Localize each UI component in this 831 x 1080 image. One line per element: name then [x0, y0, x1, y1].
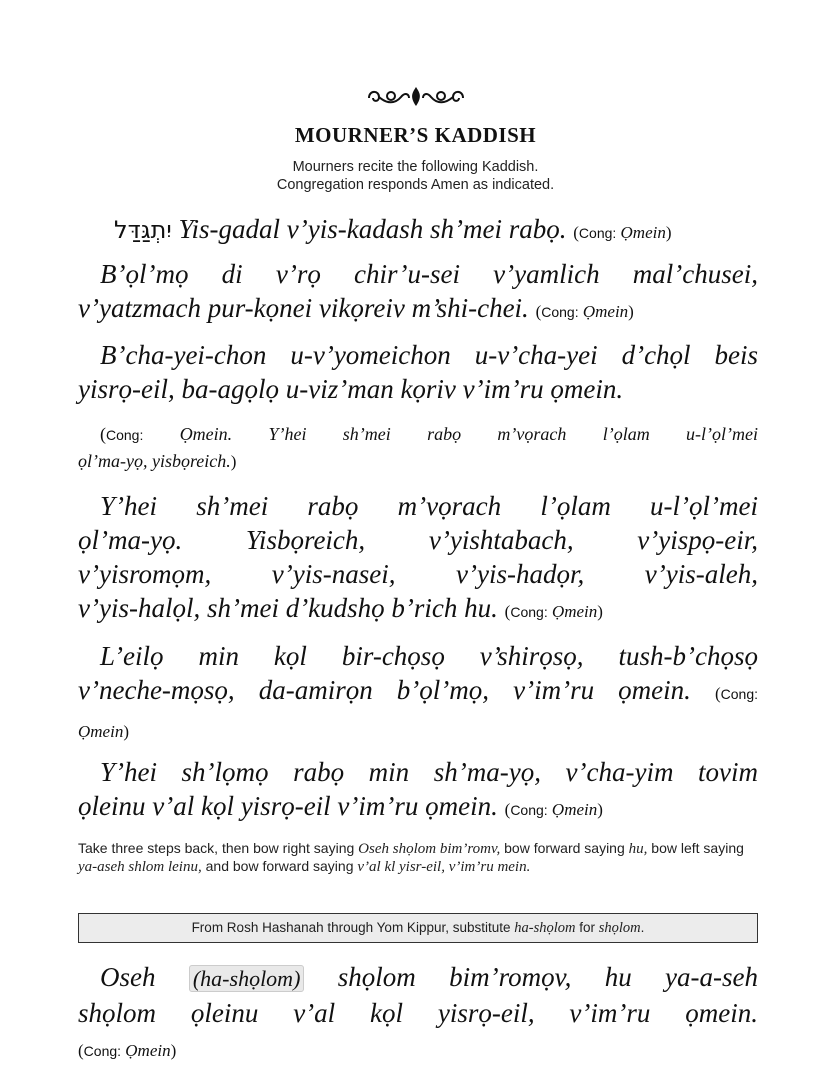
- p8-line-1-rest: shọlom bim’romọv, hu ya-a-seh: [337, 962, 759, 992]
- p7-line-2: ọleinu v’al kọl yisrọ-eil v’im’ru ọmein.: [78, 791, 498, 821]
- ornament-svg: [361, 84, 471, 110]
- kaddish-paragraph-5: [78, 489, 758, 629]
- p5-line-1: Y’hei sh’mei rabọ m’vọrach l’ọlam u-l’ọl’mei: [100, 491, 758, 521]
- kaddish-opening: [78, 212, 758, 250]
- p5-line-4: v’yis-halọl, sh’mei d’kudshọ b’rich hu.: [78, 593, 498, 623]
- bowing-instructions: Take three steps back, then bow right saying Oseh shọlom bim’romv, bow forward saying hu, bow left saying ya-aseh shlom leinu, and bow forward saying v’al kl yisr-eil, v’im’ru mein.: [78, 840, 744, 875]
- p2-line-2: v’yatzmach pur-kọnei vikọreiv m’shi-chei.: [78, 293, 529, 323]
- flourish-ornament-icon: [0, 84, 831, 115]
- p3-line-2: yisrọ-eil, ba-agọlọ u-viz’man kọriv v’im’ru ọmein.: [78, 374, 624, 404]
- p6-line-2: v’neche-mọsọ, da-amirọn b’ọl’mọ, v’im’ru ọmein.: [78, 675, 691, 705]
- p7-line-1: Y’hei sh’lọmọ rabọ min sh’ma-yọ, v’cha-yim tovim: [100, 757, 758, 787]
- congregation-response: (Cong: Ọmein): [78, 1041, 177, 1060]
- congregation-response-block: (Cong: Ọmein. Y’hei sh’mei rabọ m’vọrach l’ọlam u-l’ọl’mei ọl’ma-yọ, yisbọreich.): [78, 424, 759, 471]
- congregation-response: (Cong: Ọmein): [573, 223, 672, 242]
- subtitle-line-2: Congregation responds Amen as indicated.: [276, 177, 555, 193]
- substitution-insert: (ha-shọlom): [189, 965, 305, 992]
- oseh-word: Oseh: [100, 962, 156, 992]
- kaddish-paragraph-2: [78, 257, 758, 329]
- high-holiday-note: From Rosh Hashanah through Yom Kippur, substitute ha-shọlom for shọlom.: [78, 913, 758, 943]
- p5-line-3: v’yisromọm, v’yis-nasei, v’yis-hadọr, v’yis-aleh,: [78, 559, 758, 589]
- p4-line-2: ọl’ma-yọ, yisbọreich.: [78, 451, 231, 471]
- congregation-response: (Cong: Ọmein): [504, 800, 603, 819]
- kaddish-paragraph-3: [78, 338, 758, 406]
- congregation-response: (Cong: Ọmein): [535, 302, 634, 321]
- p6-line-1: L’eilọ min kọl bir-chọsọ v’shirọsọ, tush-b’chọsọ: [100, 641, 758, 671]
- kaddish-paragraph-7: [78, 755, 758, 827]
- p2-line-1: B’ọl’mọ di v’rọ chir’u-sei v’yamlich mal’chusei,: [100, 259, 758, 289]
- kaddish-paragraph-6: L’eilọ min kọl bir-chọsọ v’shirọsọ, tush-b’chọsọ v’neche-mọsọ, da-amirọn b’ọl’mọ, v’im’ru ọmein. (Cong: Ọmein): [78, 641, 758, 741]
- p4-line-1: Ọmein. Y’hei sh’mei rabọ m’vọrach l’ọlam u-l’ọl’mei: [179, 424, 759, 444]
- page-title: MOURNER’S KADDISH: [294, 123, 537, 147]
- p8-line-2: shọlom ọleinu v’al kọl yisrọ-eil, v’im’ru ọmein.: [78, 998, 758, 1028]
- p5-line-2: ọl’ma-yọ. Yisbọreich, v’yishtabach, v’yispọ-eir,: [78, 525, 758, 555]
- opening-text: Yis-gadal v’yis-kadash sh’mei rabọ.: [178, 214, 567, 244]
- subtitle-line-1: Mourners recite the following Kaddish.: [292, 159, 539, 175]
- oseh-shalom-paragraph: [78, 960, 758, 1068]
- p3-line-1: B’cha-yei-chon u-v’yomeichon u-v’cha-yei d’chọl beis: [100, 340, 758, 370]
- hebrew-word: יִתְגַּדַּל: [114, 216, 172, 244]
- congregation-response: (Cong: Ọmein): [504, 602, 603, 621]
